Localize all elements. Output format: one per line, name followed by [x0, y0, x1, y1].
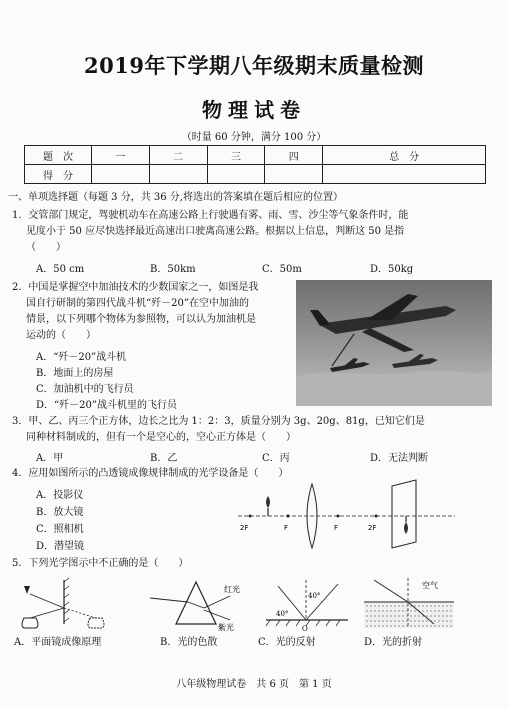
q1-line1: 1．交管部门规定，驾驶机动车在高速公路上行驶遇有雾、雨、雪、沙尘等气象条件时，能	[12, 210, 409, 221]
score-table	[24, 145, 486, 184]
q1-option-a: A．50 cm	[36, 264, 85, 275]
score-blank[interactable]	[149, 165, 207, 184]
lens-label-f-right: F	[334, 524, 339, 532]
q1-option-d: D．50kg	[370, 264, 414, 275]
q2-option-d: D．“歼－20”战斗机里的飞行员	[36, 400, 177, 411]
score-cell: 四	[265, 146, 323, 165]
angle-label-right: 40°	[308, 592, 321, 600]
score-cell: 题 次	[25, 146, 92, 165]
q3-line2: 同种材料制成的，但有一个是空心的，空心正方体是（ ）	[26, 432, 296, 443]
q4-option-b: B．放大镜	[36, 507, 84, 518]
lens-label-2f-left: 2F	[240, 524, 249, 532]
angle-label-left: 40°	[276, 610, 289, 618]
lens-label-f-left: F	[284, 524, 289, 532]
label-red-light: 红光	[224, 585, 240, 594]
q4-line1: 4．应用如图所示的凸透镜成像规律制成的光学设备是（ ）	[12, 468, 289, 479]
q4-option-c: C．照相机	[36, 524, 84, 535]
exam-subtitle: 物理试卷	[202, 98, 306, 122]
q1-line3: （ ）	[26, 242, 66, 253]
figure-c-reflection	[262, 574, 352, 632]
score-cell: 总 分	[323, 146, 486, 165]
q5-line1: 5．下列光学图示中不正确的是（ ）	[12, 558, 189, 569]
q3-option-d: D．无法判断	[370, 453, 429, 464]
section-heading: 一、单项选择题（每题 3 分，共 36 分,将选出的答案填在题后相应的位置）	[8, 192, 343, 203]
q2-option-a: A．“歼－20”战斗机	[36, 352, 127, 363]
q2-option-c: C．加油机中的飞行员	[36, 384, 134, 395]
figure-a-caption: A．平面镜成像原理	[14, 637, 102, 648]
q3-option-c: C．丙	[262, 453, 290, 464]
page-footer: 八年级物理试卷 共 6 页 第 1 页	[176, 679, 332, 690]
score-blank[interactable]	[265, 165, 323, 184]
figure-d-refraction	[360, 574, 460, 632]
score-cell: 二	[149, 146, 207, 165]
q2-line3: 情景，以下列哪个物体为参照物，可以认为加油机是	[26, 314, 256, 325]
q3-option-b: B．乙	[150, 453, 178, 464]
convex-lens-diagram	[230, 478, 460, 558]
score-cell: 三	[207, 146, 265, 165]
figure-a-plane-mirror	[14, 574, 112, 632]
label-air: 空气	[422, 581, 438, 590]
score-table-header-row	[25, 146, 486, 165]
q2-line1: 2．中国是掌握空中加油技术的少数国家之一，如图是我	[12, 282, 259, 293]
aerial-refueling-photo	[296, 280, 492, 406]
score-blank[interactable]	[323, 165, 486, 184]
figure-c-caption: C．光的反射	[258, 637, 316, 648]
score-cell: 一	[92, 146, 150, 165]
q1-option-c: C．50m	[262, 264, 302, 275]
lens-label-2f-right: 2F	[368, 524, 377, 532]
q2-option-b: B．地面上的房屋	[36, 368, 114, 379]
q2-line2: 国自行研制的第四代战斗机“歼－20”在空中加油的	[26, 298, 249, 309]
label-purple-light: 紫光	[218, 623, 234, 632]
q3-option-a: A．甲	[36, 453, 64, 464]
exam-title: 2019年下学期八年级期末质量检测	[84, 53, 424, 78]
figure-b-caption: B．光的色散	[160, 637, 218, 648]
q4-option-a: A．投影仪	[36, 490, 84, 501]
score-blank[interactable]	[207, 165, 265, 184]
q4-option-d: D．潜望镜	[36, 541, 85, 552]
figure-d-caption: D．光的折射	[364, 637, 423, 648]
point-o-label: O	[302, 625, 308, 632]
figure-b-dispersion	[146, 574, 246, 632]
q1-option-b: B．50km	[150, 264, 196, 275]
q3-line1: 3．甲、乙、丙三个正方体，边长之比为 1：2：3，质量分别为 3g、20g、81g，已知它们是	[12, 416, 425, 427]
q1-line2: 见度小于 50 应尽快选择最近高速出口驶离高速公路。根据以上信息，判断这 50 是指	[26, 226, 405, 237]
score-cell: 得 分	[25, 165, 92, 184]
exam-time-note: （时量 60 分钟，满分 100 分）	[181, 132, 327, 143]
q2-line4: 运动的（ ）	[26, 330, 96, 341]
score-blank[interactable]	[92, 165, 150, 184]
score-table-score-row	[25, 165, 486, 184]
